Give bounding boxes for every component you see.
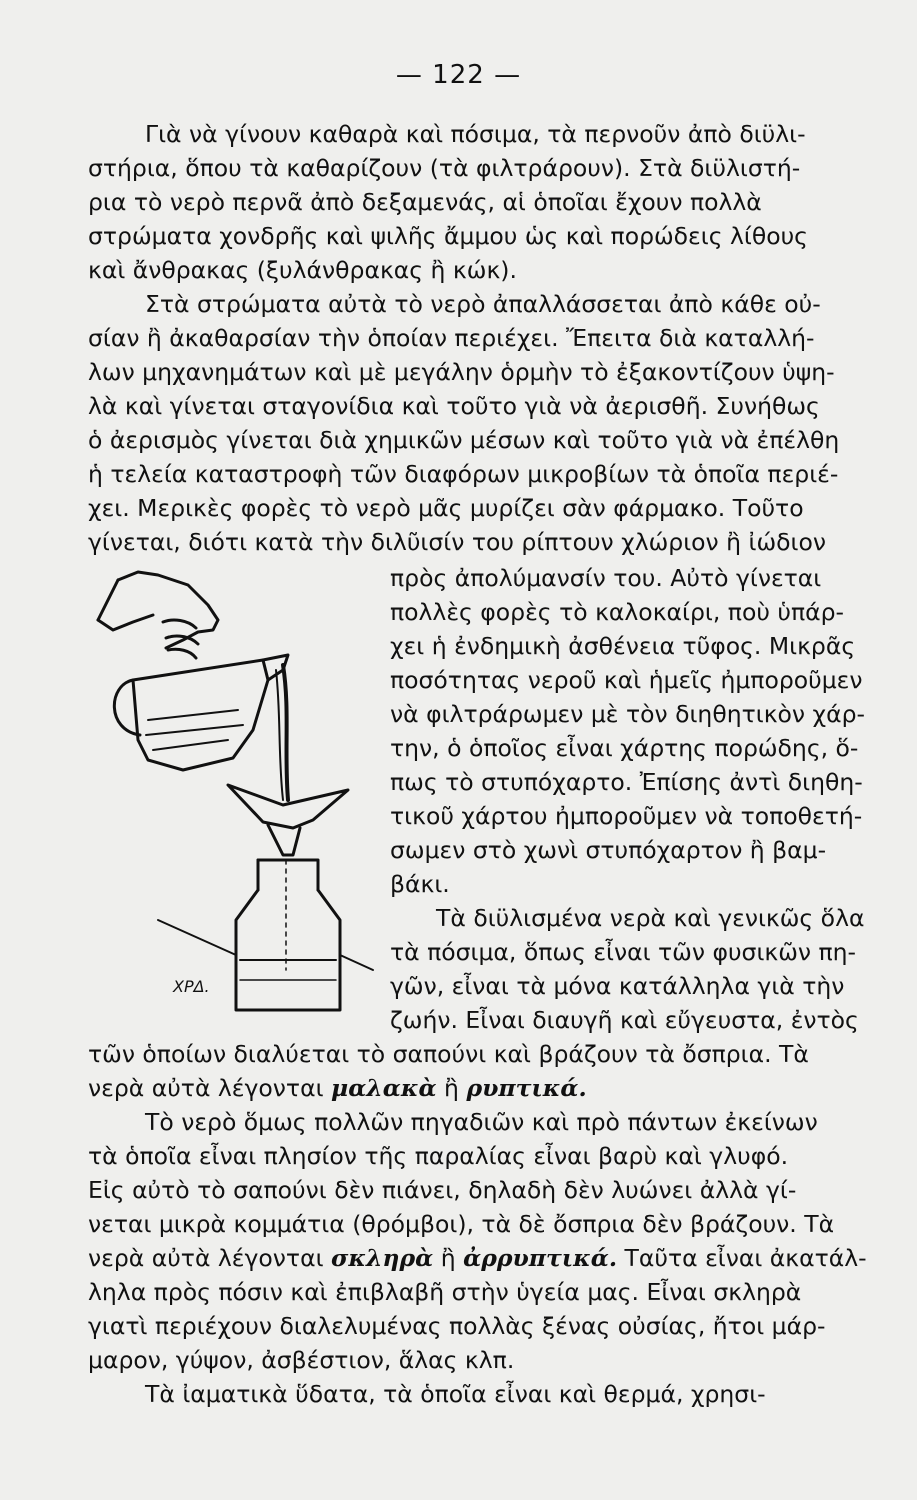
text-line: γῶν, εἶναι τὰ μόνα κατάλληλα γιὰ τὴν [390,972,845,1000]
illustrator-signature: ΧΡΔ. [173,977,210,996]
text-line: μαρον, γύψον, ἀσβέστιον, ἅλας κλπ. [88,1346,515,1374]
text-line: βάκι. [390,870,450,898]
text-line: γιατὶ περιέχουν διαλελυμένας πολλὰς ξένας οὐσίας, ἤτοι μάρ- [88,1312,826,1340]
page-number: — 122 — [395,60,522,90]
text-line [88,1242,888,1274]
text-line: τὰ πόσιμα, ὅπως εἶναι τῶν φυσικῶν πη- [390,938,857,966]
text-line: νεται μικρὰ κομμάτια (θρόμβοι), τὰ δὲ ὄσπρια δὲν βράζουν. Τὰ [88,1210,835,1238]
text-line: ἡ τελεία καταστροφὴ τῶν διαφόρων μικροβίων τὰ ὁποῖα περιέ- [88,460,839,488]
text-span: νερὰ αὐτὰ λέγονται [88,1244,324,1272]
text-line: την, ὁ ὁποῖος εἶναι χάρτης πορώδης, ὅ- [390,734,859,762]
text-line: Τὰ διϋλισμένα νερὰ καὶ γενικῶς ὅλα [436,904,865,932]
text-line [88,1072,888,1104]
text-line: ὁ ἀερισμὸς γίνεται διὰ χημικῶν μέσων καὶ τοῦτο γιὰ νὰ ἐπέλθη [88,426,840,454]
text-line: πολλὲς φορὲς τὸ καλοκαίρι, ποὺ ὑπάρ- [390,598,845,626]
text-line: Εἰς αὐτὸ τὸ σαπούνι δὲν πιάνει, δηλαδὴ δὲν λυώνει ἀλλὰ γί- [88,1176,797,1204]
pouring-water-illustration [78,560,378,1020]
term-soft: μαλακὰ [331,1074,437,1102]
text-line: στρώματα χονδρῆς καὶ ψιλῆς ἄμμου ὡς καὶ πορώδεις λίθους [88,222,808,250]
text-span: Ταῦτα εἶναι ἀκατάλ- [624,1244,867,1272]
text-line: τῶν ὁποίων διαλύεται τὸ σαπούνι καὶ βράζουν τὰ ὄσπρια. Τὰ [88,1040,809,1068]
term-detergent: ρυπτικά. [466,1074,587,1102]
text-line: γίνεται, διότι κατὰ τὴν διλῦισίν του ρίπτουν χλώριον ἢ ἰώδιον [88,528,826,556]
text-line: ζωήν. Εἶναι διαυγῆ καὶ εὔγευστα, ἐντὸς [390,1006,859,1034]
text-line: πρὸς ἀπολύμανσίν του. Αὐτὸ γίνεται [390,564,822,592]
text-line: ρια τὸ νερὸ περνᾶ ἀπὸ δεξαμενάς, αἱ ὁποῖαι ἔχουν πολλὰ [88,188,762,216]
term-hard: σκληρὰ [331,1244,434,1272]
text-line: Τὰ ἰαματικὰ ὕδατα, τὰ ὁποῖα εἶναι καὶ θερμά, χρησι- [145,1380,766,1408]
text-line: σωμεν στὸ χωνὶ στυπόχαρτον ἢ βαμ- [390,836,827,864]
text-line: τικοῦ χάρτου ἠμποροῦμεν νὰ τοποθετή- [390,802,863,830]
term-non-detergent: ἀρρυπτικά. [463,1244,618,1272]
text-line: λὰ καὶ γίνεται σταγονίδια καὶ τοῦτο γιὰ νὰ ἀερισθῆ. Συνήθως [88,392,820,420]
text-line: ληλα πρὸς πόσιν καὶ ἐπιβλαβῆ στὴν ὑγεία μας. Εἶναι σκληρὰ [88,1278,802,1306]
text-line: τὰ ὁποῖα εἶναι πλησίον τῆς παραλίας εἶναι βαρὺ καὶ γλυφό. [88,1142,789,1170]
text-span: ἢ [444,1074,459,1102]
text-line: χει. Μερικὲς φορὲς τὸ νερὸ μᾶς μυρίζει σὰν φάρμακο. Τοῦτο [88,494,804,522]
text-line: Γιὰ νὰ γίνουν καθαρὰ καὶ πόσιμα, τὰ περνοῦν ἀπὸ διϋλι- [145,120,806,148]
text-line: χει ἡ ἐνδημικὴ ἀσθένεια τῦφος. Μικρᾶς [390,632,856,660]
text-line: Στὰ στρώματα αὐτὰ τὸ νερὸ ἀπαλλάσσεται ἀπὸ κάθε οὐ- [145,290,821,318]
text-line: νὰ φιλτράρωμεν μὲ τὸν διηθητικὸν χάρ- [390,700,865,728]
text-line: λων μηχανημάτων καὶ μὲ μεγάλην ὁρμὴν τὸ ἐξακοντίζουν ὑψη- [88,358,835,386]
text-line: καὶ ἄνθρακας (ξυλάνθρακας ἢ κώκ). [88,256,517,284]
text-span: ἢ [440,1244,456,1272]
text-line: σίαν ἢ ἀκαθαρσίαν τὴν ὁποίαν περιέχει. Ἔπειτα διὰ καταλλή- [88,324,815,352]
text-span: νερὰ αὐτὰ λέγονται [88,1074,324,1102]
text-line: Τὸ νερὸ ὅμως πολλῶν πηγαδιῶν καὶ πρὸ πάντων ἐκείνων [145,1108,818,1136]
text-line: πως τὸ στυπόχαρτο. Ἐπίσης ἀντὶ διηθη- [390,768,863,796]
text-line: στήρια, ὅπου τὰ καθαρίζουν (τὰ φιλτράρουν). Στὰ διϋλιστή- [88,154,801,182]
text-line: ποσότητας νεροῦ καὶ ἡμεῖς ἠμποροῦμεν [390,666,863,694]
